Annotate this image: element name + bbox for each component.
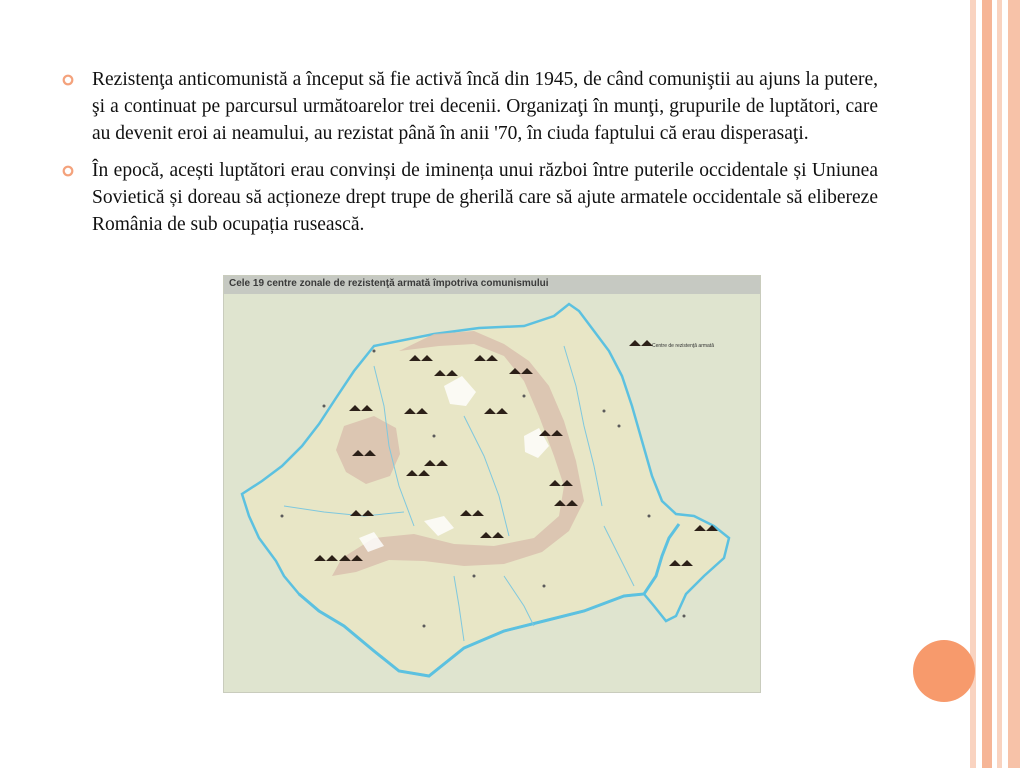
bullet-item <box>60 66 878 147</box>
decorative-circle <box>913 640 975 702</box>
stripe <box>1008 0 1020 768</box>
romania-map-image <box>224 276 760 692</box>
stripe <box>997 0 1002 768</box>
bullet-item <box>60 157 878 238</box>
stripe <box>970 0 976 768</box>
resistance-map <box>223 275 761 693</box>
map-title: Cele 19 centre zonale de rezistenţă armată împotriva comunismului <box>229 278 549 289</box>
stripe <box>982 0 992 768</box>
circle-bullet-icon <box>62 74 74 86</box>
bullet-list <box>60 66 878 248</box>
bullet-text: În epocă, acești luptători erau convinși de iminența unui război între puterile occidentale și Uniunea Sovietică și doreau să acționeze drept trupe de gherilă care să ajute armatele occidentale să elibereze România de sub ocupația rusească. <box>92 160 878 235</box>
map-legend-text: Centre de rezistenţă armată <box>652 343 714 349</box>
bullet-text: Rezistenţa anticomunistă a început să fie activă încă din 1945, de când comuniştii au ajuns la putere, şi a continuat pe parcursul următoarelor trei decenii. Organizaţi în munţi, grupurile de luptători, care au devenit eroi ai neamului, au rezistat până în anii '70, în ciuda faptului că erau disperasaţi. <box>92 69 878 144</box>
circle-bullet-icon <box>62 165 74 177</box>
decorative-stripes <box>970 0 1024 768</box>
